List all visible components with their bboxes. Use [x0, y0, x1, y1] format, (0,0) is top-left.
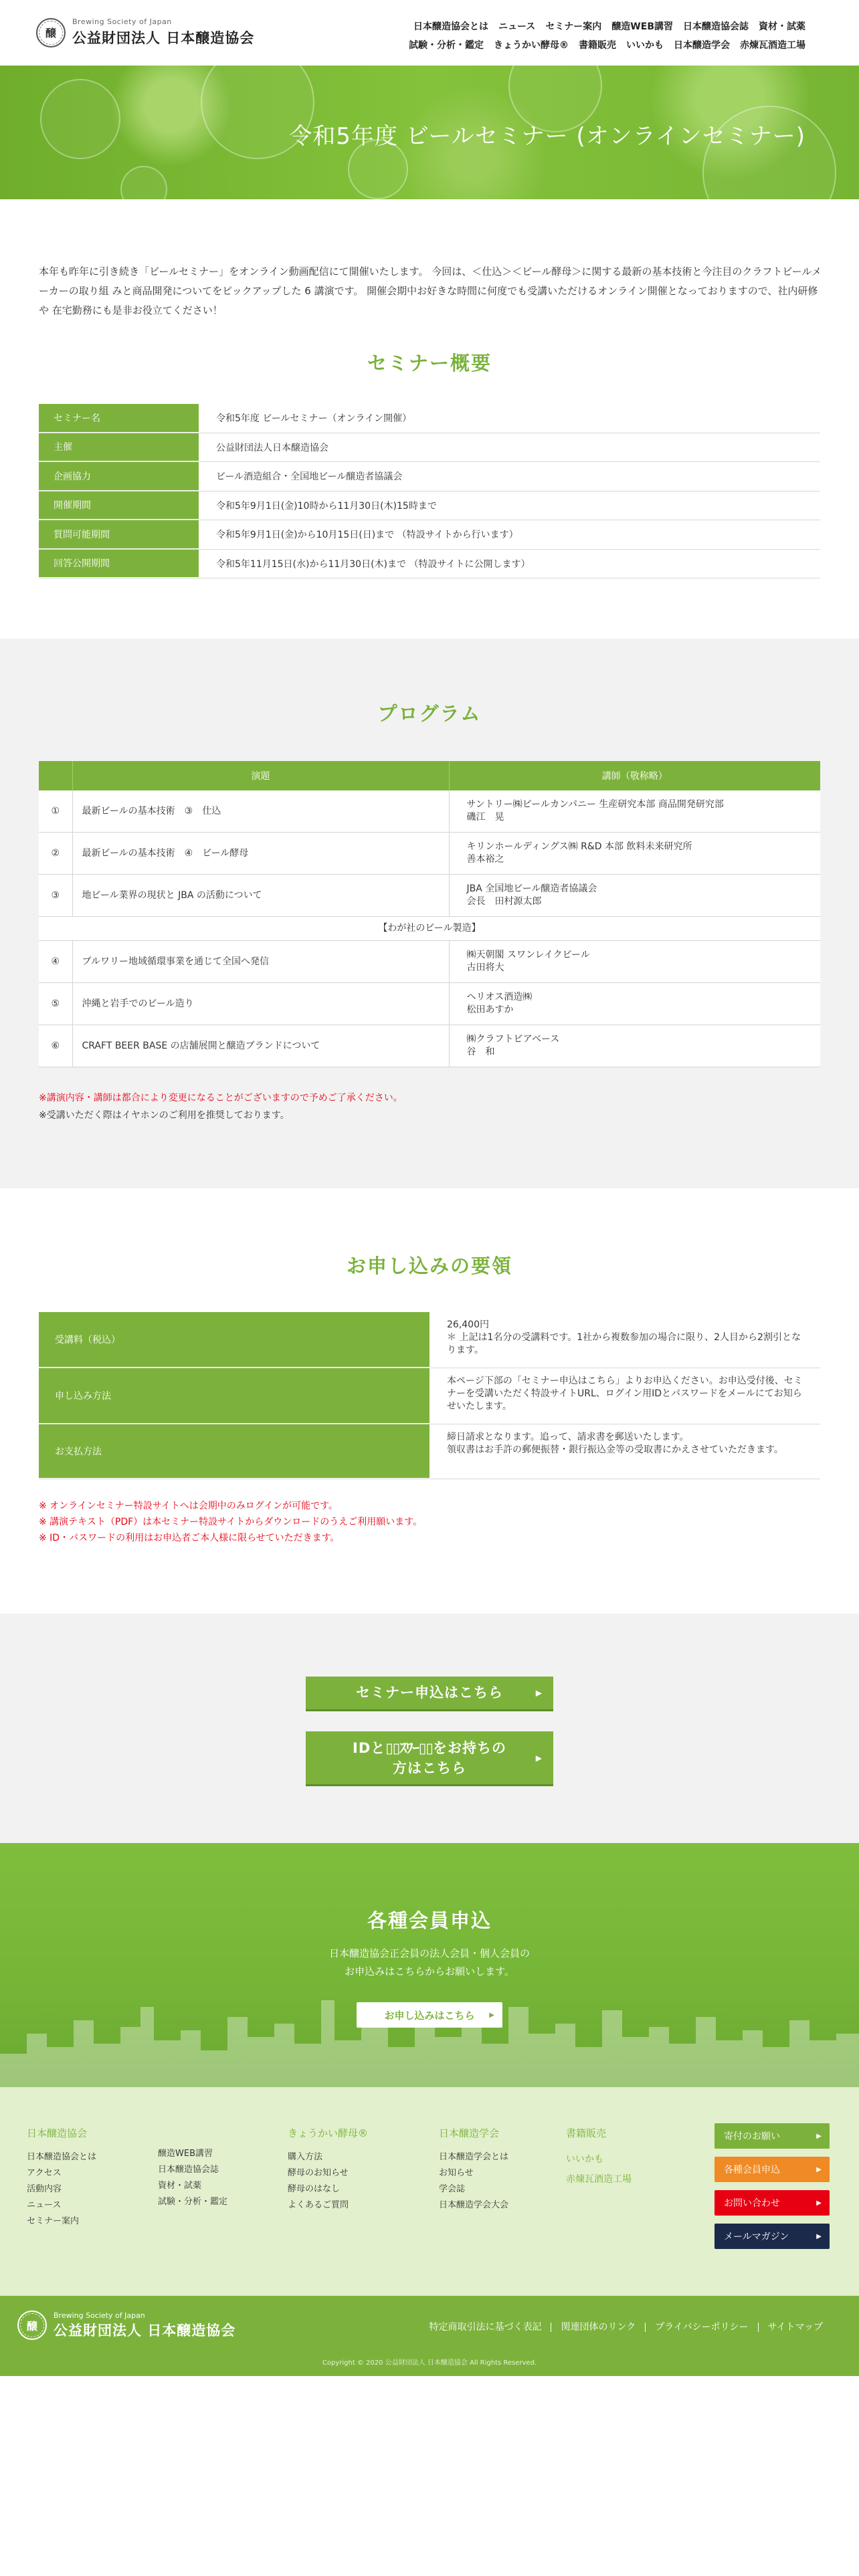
application-table — [39, 1312, 820, 1479]
site-logo[interactable] — [36, 17, 254, 47]
overview-label: 企画協力 — [39, 462, 199, 491]
application-section — [0, 1188, 859, 1614]
nav-journal[interactable]: 日本醸造協会誌 — [683, 21, 749, 32]
nav-iikamo[interactable]: いいかも — [626, 40, 664, 51]
bubble-decoration — [40, 79, 120, 159]
nav-society[interactable]: 日本醸造学会 — [674, 40, 730, 51]
footer-link[interactable]: 醸造WEB講習 — [158, 2149, 213, 2159]
member-description — [0, 1945, 859, 1981]
program-header-lecturer: 講師（敬称略） — [449, 761, 820, 790]
nav-about[interactable]: 日本醸造協会とは — [413, 21, 488, 32]
lecturer-name: 松田あすか — [466, 1004, 514, 1015]
program-lecturer — [449, 833, 820, 875]
overview-label: 開催期間 — [39, 492, 199, 520]
application-value — [430, 1312, 820, 1368]
footer-col-title: きょうかい酵母® — [288, 2127, 369, 2139]
member-title: 各種会員申込 — [367, 1909, 492, 1932]
lecturer-name: 善本裕之 — [466, 854, 504, 865]
cta-section — [0, 1614, 859, 1843]
nav-web-course[interactable]: 醸造WEB講習 — [611, 21, 673, 32]
program-row — [39, 790, 820, 833]
application-label: 受講料（税込） — [39, 1312, 430, 1368]
global-nav — [344, 17, 805, 55]
footer-col-books — [566, 2126, 632, 2189]
program-topic: 地ビール業界の現状と JBA の活動について — [72, 875, 449, 917]
apply-method-text: 本ページ下部の「セミナー申込はこちら」よりお申込ください。お申込受付後、セミナーを受講いただく特設サイトURL、ログイン用IDとパスワードをメールにてお知らせいたします。 — [447, 1376, 803, 1412]
program-row — [39, 833, 820, 875]
lecturer-affiliation: ㈱天朝閣 スワンレイクビール — [466, 950, 590, 960]
logo-text-en: Brewing Society of Japan — [72, 17, 172, 26]
overview-value: ビール酒造組合・全国地ビール醸造者協議会 — [216, 471, 403, 483]
overview-table — [39, 404, 820, 578]
footer-link[interactable]: アクセス — [27, 2168, 62, 2178]
arrow-right-icon: ▶ — [816, 2199, 822, 2207]
program-num: ① — [39, 790, 72, 833]
footer-link[interactable]: お知らせ — [439, 2168, 474, 2178]
footer-col-title: 日本醸造学会 — [439, 2127, 500, 2139]
nav-seminar[interactable]: セミナー案内 — [545, 21, 602, 32]
bubble-decoration — [120, 166, 167, 199]
arrow-right-icon: ▶ — [816, 2232, 822, 2240]
program-notes — [39, 1089, 820, 1124]
program-lecturer — [449, 941, 820, 983]
footer-col-yeast — [288, 2126, 368, 2214]
footer-link[interactable]: 資材・試薬 — [158, 2181, 202, 2191]
program-lecturer — [449, 983, 820, 1025]
program-group-row — [39, 917, 820, 941]
program-num: ⑥ — [39, 1025, 72, 1067]
program-lecturer — [449, 1025, 820, 1067]
footer-bottom-bar — [0, 2296, 859, 2376]
overview-row — [39, 492, 820, 521]
lecturer-affiliation: ㈱クラフトビアベース — [466, 1034, 560, 1045]
program-note-warning: ※講演内容・講師は都合により変更になることがございますので予めご了承ください。 — [39, 1093, 403, 1103]
mail-magazine-button[interactable] — [714, 2224, 830, 2249]
seminar-apply-label: セミナー申込はこちら — [356, 1685, 503, 1701]
program-header-num — [39, 761, 72, 790]
member-apply-button[interactable] — [357, 2002, 502, 2028]
seminar-apply-button[interactable] — [306, 1677, 553, 1711]
program-section — [0, 639, 859, 1188]
application-value — [430, 1368, 820, 1424]
lecturer-name: 古田将大 — [466, 962, 504, 973]
contact-label: お問い合わせ — [724, 2198, 780, 2209]
footer-link[interactable]: よくあるご質問 — [288, 2200, 349, 2210]
member-signup-label: 各種会員申込 — [724, 2165, 780, 2175]
footer-links — [0, 2087, 859, 2296]
footer-col-academy — [439, 2126, 508, 2214]
application-note: ※ オンラインセミナー特設サイトへは会期中のみログインが可能です。 — [39, 1501, 338, 1511]
program-topic: ブルワリー地域循環事業を通じて全国へ発信 — [72, 941, 449, 983]
nav-analysis[interactable]: 試験・分析・鑑定 — [409, 40, 484, 51]
overview-value: 令和5年9月1日(金)10時から11月30日(木)15時まで — [216, 500, 437, 512]
overview-row — [39, 433, 820, 463]
page-title: 令和5年度 ビールセミナー (オンラインセミナー) — [289, 123, 805, 150]
member-text-line: お申込みはこちらからお願いします。 — [345, 1965, 514, 1977]
program-row — [39, 875, 820, 917]
application-value — [430, 1424, 820, 1479]
site-header — [0, 0, 859, 66]
overview-label: 質問可能期間 — [39, 520, 199, 549]
program-row — [39, 983, 820, 1025]
application-notes — [39, 1498, 820, 1546]
overview-row — [39, 520, 820, 550]
payment-text: 締日請求となります。追って、請求書を郵送いたします。 — [447, 1432, 689, 1442]
footer-link[interactable]: 酵母のお知らせ — [288, 2168, 349, 2178]
application-title: お申し込みの要領 — [346, 1255, 512, 1277]
footer-bottom-links — [419, 2323, 832, 2332]
application-row — [39, 1368, 820, 1424]
footer-link[interactable]: 日本醸造協会とは — [27, 2152, 97, 2162]
member-signup-button[interactable] — [714, 2157, 830, 2182]
lecturer-name: 磯江 晃 — [466, 812, 504, 823]
donation-button[interactable] — [714, 2123, 830, 2149]
link-sitemap[interactable]: サイトマップ — [758, 2323, 832, 2332]
login-label-glyphs: ▯▯ｽﾜｰ▯▯ — [385, 1740, 433, 1756]
overview-title: セミナー概要 — [367, 352, 492, 374]
application-row — [39, 1424, 820, 1479]
link-related-orgs[interactable]: 関連団体のリンク — [551, 2323, 645, 2332]
footer-logo-ja: 公益財団法人 日本醸造協会 — [54, 2322, 236, 2339]
program-num: ④ — [39, 941, 72, 983]
program-note: ※受講いただく際はイヤホンのご利用を推奨しております。 — [39, 1110, 290, 1121]
lecturer-affiliation: ヘリオス酒造㈱ — [466, 992, 533, 1002]
overview-value: 令和5年9月1日(金)から10月15日(日)まで （特設サイトから行います） — [216, 530, 518, 541]
logo-mark-icon: 醸 — [36, 18, 66, 47]
nav-yeast[interactable]: きょうかい酵母® — [494, 40, 569, 51]
footer-col-society-2 — [158, 2146, 227, 2210]
overview-label: 主催 — [39, 433, 199, 462]
nav-news[interactable]: ニュース — [498, 21, 536, 32]
arrow-right-icon: ▶ — [489, 2011, 494, 2019]
link-privacy[interactable]: プライバシーポリシー — [645, 2323, 757, 2332]
program-group-label: 【わが社のビール製造】 — [39, 917, 820, 941]
arrow-right-icon: ▶ — [535, 1753, 543, 1763]
member-text-line: 日本醸造協会正会員の法人会員・個人会員の — [328, 1947, 530, 1959]
logo-mark-icon: 醸 — [17, 2311, 47, 2340]
application-label: お支払方法 — [39, 1424, 430, 1479]
member-signup-section — [0, 1843, 859, 2087]
footer-link[interactable]: ニュース — [27, 2200, 62, 2210]
application-note: ※ 講演テキスト（PDF）は本セミナー特設サイトからダウンロードのうえご利用願います。 — [39, 1517, 423, 1527]
login-info-button[interactable] — [306, 1731, 553, 1786]
footer-link[interactable]: 日本醸造学会とは — [439, 2152, 509, 2162]
program-header-topic: 演題 — [72, 761, 449, 790]
program-num: ③ — [39, 875, 72, 917]
link-commerce-law[interactable]: 特定商取引法に基づく表記 — [429, 2322, 542, 2333]
overview-label: 回答公開期間 — [39, 550, 199, 578]
overview-value: 令和5年11月15日(水)から11月30日(木)まで （特設サイトに公開します） — [216, 558, 531, 570]
footer-link[interactable]: 赤煉瓦酒造工場 — [566, 2174, 632, 2185]
program-num: ⑤ — [39, 983, 72, 1025]
overview-value: 公益財団法人日本醸造協会 — [216, 442, 328, 453]
overview-row — [39, 404, 820, 433]
receipt-text: 領収書はお手許の郵便振替・銀行振込金等の受取書にかえさせていただきます。 — [447, 1444, 783, 1455]
login-info-label — [306, 1738, 553, 1758]
program-topic: 沖縄と岩手でのビール造り — [72, 983, 449, 1025]
donation-label: 寄付のお願い — [724, 2131, 780, 2142]
program-lecturer — [449, 790, 820, 833]
login-info-label-line2: 方はこちら — [393, 1760, 466, 1776]
intro-text: 本年も昨年に引き続き「ビールセミナー」をオンライン動画配信にて開催いたします。 今回は、＜仕込＞＜ビール酵母＞に関する最新の基本技術と今注目のクラフトビールメーカーの取り組 みと商品開発についてをピックアップした 6 講演です。 開催会期中お好きな時間に何度でも受講いただけるオンライン開催となっておりますので、社内研修や 在宅勤務にも是非お役立てください！ — [39, 265, 822, 316]
mail-magazine-label: メールマガジン — [724, 2232, 789, 2242]
overview-value: 令和5年度 ビールセミナー（オンライン開催） — [216, 413, 412, 425]
footer-link[interactable]: いいかも — [566, 2154, 603, 2165]
city-skyline-image — [0, 1980, 859, 2087]
program-lecturer — [449, 875, 820, 917]
program-row — [39, 941, 820, 983]
nav-books[interactable]: 書籍販売 — [579, 40, 616, 51]
program-num: ② — [39, 833, 72, 875]
footer-link[interactable]: セミナー案内 — [27, 2216, 80, 2226]
footer-link[interactable]: 購入方法 — [288, 2152, 323, 2162]
nav-brewery[interactable]: 赤煉瓦酒造工場 — [740, 40, 805, 51]
login-label-part: IDと — [353, 1740, 386, 1756]
copyright: Copyright © 2020 公益財団法人 日本醸造協会 All Rights Reserved. — [322, 2359, 537, 2367]
footer-link[interactable]: 日本醸造協会誌 — [158, 2165, 219, 2175]
footer-col-title[interactable]: 書籍販売 — [566, 2127, 607, 2139]
fee-amount: 26,400円 — [447, 1319, 489, 1330]
program-topic: 最新ビールの基本技術 ③ 仕込 — [72, 790, 449, 833]
footer-logo[interactable] — [17, 2311, 235, 2340]
footer-link[interactable]: 活動内容 — [27, 2184, 62, 2194]
program-topic: 最新ビールの基本技術 ④ ビール酵母 — [72, 833, 449, 875]
lecturer-affiliation: サントリー㈱ビールカンパニー 生産研究本部 商品開発研究部 — [466, 799, 724, 810]
program-table — [39, 761, 820, 1067]
lecturer-affiliation: JBA 全国地ビール醸造者協議会 — [466, 883, 597, 894]
arrow-right-icon: ▶ — [816, 2132, 822, 2140]
footer-col-society — [27, 2126, 96, 2230]
application-label: 申し込み方法 — [39, 1368, 430, 1424]
program-title: プログラム — [377, 702, 482, 725]
arrow-right-icon: ▶ — [816, 2165, 822, 2173]
footer-link[interactable]: 試験・分析・鑑定 — [158, 2197, 228, 2207]
program-topic: CRAFT BEER BASE の店舗展開と醸造ブランドについて — [72, 1025, 449, 1067]
arrow-right-icon: ▶ — [535, 1688, 543, 1697]
contact-button[interactable] — [714, 2190, 830, 2216]
overview-label: セミナー名 — [39, 404, 199, 433]
overview-row — [39, 550, 820, 579]
application-note: ※ ID・パスワードの利用はお申込者ご本人様に限らせていただきます。 — [39, 1533, 340, 1543]
member-apply-label: お申し込みはこちら — [384, 2009, 475, 2022]
footer-link[interactable]: 学会誌 — [439, 2184, 466, 2194]
overview-section — [0, 199, 859, 578]
lecturer-affiliation: キリンホールディングス㈱ R&D 本部 飲料未来研究所 — [466, 841, 692, 852]
lecturer-name: 谷 和 — [466, 1047, 495, 1057]
footer-link[interactable]: 日本醸造学会大会 — [439, 2200, 509, 2210]
footer-logo-en: Brewing Society of Japan — [54, 2311, 145, 2320]
overview-row — [39, 462, 820, 492]
program-header-row — [39, 761, 820, 790]
application-row — [39, 1312, 820, 1368]
hero-banner — [0, 66, 859, 199]
fee-note: ＊ 上記は1名分の受講料です。1社から複数参加の場合に限り、2人目から2割引となります。 — [447, 1332, 801, 1356]
footer-col-title: 日本醸造協会 — [27, 2127, 88, 2139]
logo-text-ja: 公益財団法人 日本醸造協会 — [72, 30, 255, 46]
lecturer-name: 会長 田村源太郎 — [466, 896, 542, 907]
login-label-part: をお持ちの — [432, 1740, 506, 1756]
nav-materials[interactable]: 資材・試薬 — [759, 21, 805, 32]
program-row — [39, 1025, 820, 1067]
footer-link[interactable]: 酵母のはなし — [288, 2184, 341, 2194]
